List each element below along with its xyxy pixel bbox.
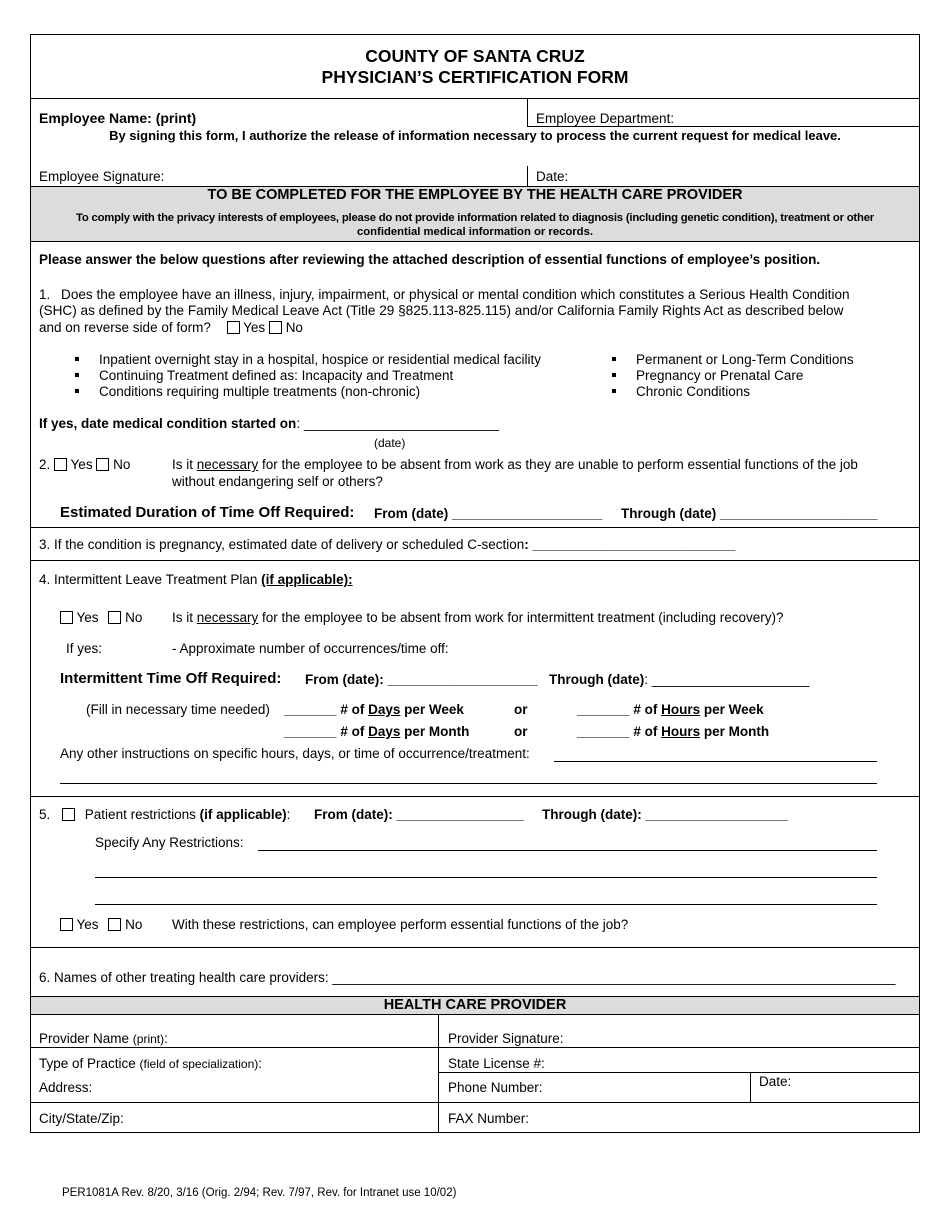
employee-department-label: Employee Department: xyxy=(536,111,675,126)
q2-duration xyxy=(60,504,354,521)
q4-yes-checkbox[interactable] xyxy=(60,611,73,624)
q2-yes-checkbox[interactable] xyxy=(54,458,67,471)
divider xyxy=(31,796,919,797)
q2-question-line2: without endangering self or others? xyxy=(172,474,383,489)
q4-hours-per-month[interactable]: _______ # of Hours per Month xyxy=(577,724,770,739)
q4-other-instructions-line-1[interactable] xyxy=(554,761,877,762)
q4-fill-in: (Fill in necessary time needed) xyxy=(86,702,270,717)
fax-number-label[interactable]: FAX Number: xyxy=(448,1111,530,1126)
q5-question: With these restrictions, can employee perform essential functions of the job? xyxy=(172,917,629,932)
divider xyxy=(527,166,528,186)
q4-no-checkbox[interactable] xyxy=(108,611,121,624)
q4-other-instructions: Any other instructions on specific hours, days, or time of occurrence/treatment: xyxy=(60,746,530,761)
divider xyxy=(438,1072,919,1073)
q4-other-instructions-line-2[interactable] xyxy=(60,783,877,784)
q5-essential-functions xyxy=(60,917,142,932)
divider xyxy=(31,527,919,528)
health-care-provider-heading: HEALTH CARE PROVIDER xyxy=(383,997,567,1013)
provider-signature-label[interactable]: Provider Signature: xyxy=(448,1031,564,1046)
q4-or-2: or xyxy=(514,724,528,739)
q5-line: 5. Patient restrictions (if applicable): xyxy=(39,807,291,822)
q4-days-per-week[interactable]: _______ # of Days per Week xyxy=(284,702,464,717)
q5-number: 5. xyxy=(39,807,51,822)
q4-no-label: No xyxy=(125,610,143,625)
q1-yes-checkbox[interactable] xyxy=(227,321,240,334)
q2-from-date[interactable]: From (date) ____________________ xyxy=(374,506,603,521)
q1-date-caption: (date) xyxy=(374,436,406,450)
footer-revision: PER1081A Rev. 8/20, 3/16 (Orig. 2/94; Rev. 7/97, Rev. for Intranet use 10/02) xyxy=(62,1187,457,1199)
employee-name-label: Employee Name: (print) xyxy=(39,110,197,126)
q5-restrictions-line-2[interactable] xyxy=(95,877,877,878)
q4-heading: 4. Intermittent Leave Treatment Plan (if applicable): xyxy=(39,572,353,587)
phone-number-label[interactable]: Phone Number: xyxy=(448,1080,543,1095)
q4-or-1: or xyxy=(514,702,528,717)
divider xyxy=(31,947,919,948)
q2-question-line1: Is it necessary for the employee to be absent from work as they are unable to perform essential functions of the job xyxy=(172,457,858,472)
privacy-note-line1: To comply with the privacy interests of employees, please do not provide information related to diagnosis (including genetic condition), treatment or other xyxy=(76,212,874,224)
form-title-line1: COUNTY OF SANTA CRUZ xyxy=(365,46,585,66)
q3-blank: : ___________________________ xyxy=(524,537,736,552)
provider-instructions-band xyxy=(31,186,919,242)
q1-yes-label: Yes xyxy=(243,320,266,335)
divider xyxy=(527,126,919,127)
q2-through-date[interactable]: Through (date) _____________________ xyxy=(621,506,878,521)
q3-text: 3. If the condition is pregnancy, estimated date of delivery or scheduled C-section xyxy=(39,537,525,552)
type-of-practice-label[interactable]: Type of Practice (field of specialization): xyxy=(39,1056,263,1071)
q6-other-providers[interactable]: 6. Names of other treating health care providers: ___________________________________________________________________________ xyxy=(39,970,896,985)
employee-date-label: Date: xyxy=(536,169,569,184)
q1-start-date-label: If yes, date medical condition started on xyxy=(39,416,297,431)
q1-bullet-right-1: Permanent or Long-Term Conditions xyxy=(612,352,854,367)
q1-line1: Does the employee have an illness, injury, impairment, or physical or mental condition which constitutes a Serious Health Condition xyxy=(61,287,850,302)
q1-line2: (SHC) as defined by the Family Medical Leave Act (Title 29 §825.113-825.115) and/or California Family Rights Act as described below xyxy=(39,303,844,318)
q4-from-date[interactable]: From (date): ____________________ xyxy=(305,672,538,687)
authorization-text: By signing this form, I authorize the release of information necessary to process the current request for medical leave. xyxy=(109,128,841,143)
q5-through-date[interactable]: Through (date): ___________________ xyxy=(542,807,789,822)
q1-start-date[interactable] xyxy=(39,416,499,431)
q5-no-checkbox[interactable] xyxy=(108,918,121,931)
q5-restrictions-label: Patient restrictions xyxy=(84,807,200,822)
q2-no-label: No xyxy=(113,457,131,472)
q5-checkbox[interactable] xyxy=(62,808,75,821)
q1-line3 xyxy=(39,320,303,335)
q4-hours-per-week[interactable]: _______ # of Hours per Week xyxy=(577,702,764,717)
q2-number: 2. xyxy=(39,457,51,472)
q4-time-off-label: Intermittent Time Off Required: xyxy=(60,670,282,687)
health-care-provider-band xyxy=(31,996,919,1015)
q4-days-per-month[interactable]: _______ # of Days per Month xyxy=(284,724,470,739)
q4-yes-label: Yes xyxy=(76,610,99,625)
q4-question-text: Is it necessary for the employee to be absent from work for intermittent treatment (including recovery)? xyxy=(172,610,784,625)
q2-yes-label: Yes xyxy=(70,457,93,472)
q2-no-checkbox[interactable] xyxy=(96,458,109,471)
q4-occurrences: - Approximate number of occurrences/time off: xyxy=(172,641,449,656)
q4-through-date[interactable]: Through (date): _____________________ xyxy=(549,672,810,687)
q5-no-label: No xyxy=(125,917,143,932)
q4-question xyxy=(60,610,142,625)
provider-section-heading: TO BE COMPLETED FOR THE EMPLOYEE BY THE HEALTH CARE PROVIDER xyxy=(207,187,743,203)
divider xyxy=(438,1015,439,1133)
q1-bullet-right-2: Pregnancy or Prenatal Care xyxy=(612,368,803,383)
q1-no-checkbox[interactable] xyxy=(269,321,282,334)
address-label[interactable]: Address: xyxy=(39,1080,93,1095)
q1-line3-text: and on reverse side of form? xyxy=(39,320,211,335)
q5-specify-label: Specify Any Restrictions: xyxy=(95,835,244,850)
q1-number: 1. xyxy=(39,287,51,302)
instructions-text: Please answer the below questions after reviewing the attached description of essential functions of employee’s position. xyxy=(39,252,821,267)
employee-signature-label: Employee Signature: xyxy=(39,169,165,184)
divider xyxy=(527,98,528,126)
q2-duration-label-a: Estimated xyxy=(60,504,132,521)
q1-bullet-left-1: Inpatient overnight stay in a hospital, hospice or residential medical facility xyxy=(75,352,541,367)
privacy-note-line2: confidential medical information or records. xyxy=(356,226,594,238)
city-state-zip-label[interactable]: City/State/Zip: xyxy=(39,1111,124,1126)
certification-form xyxy=(30,34,920,1133)
provider-name-label[interactable]: Provider Name (print): xyxy=(39,1031,168,1046)
q1-bullet-left-2: Continuing Treatment defined as: Incapacity and Treatment xyxy=(75,368,453,383)
divider xyxy=(31,1047,919,1048)
q1-bullet-left-3: Conditions requiring multiple treatments (non-chronic) xyxy=(75,384,420,399)
q2-line1 xyxy=(39,457,130,472)
divider xyxy=(31,98,919,99)
divider xyxy=(31,1102,919,1103)
q5-yes-label: Yes xyxy=(76,917,99,932)
provider-date-label[interactable]: Date: xyxy=(759,1074,792,1089)
state-license-label[interactable]: State License #: xyxy=(448,1056,545,1071)
divider xyxy=(750,1072,751,1102)
q5-restrictions-line-1[interactable] xyxy=(258,850,877,851)
q5-yes-checkbox[interactable] xyxy=(60,918,73,931)
q1-no-label: No xyxy=(285,320,303,335)
q5-restrictions-line-3[interactable] xyxy=(95,904,877,905)
q4-if-yes: If yes: xyxy=(66,641,103,656)
divider xyxy=(31,560,919,561)
q1-bullet-right-3: Chronic Conditions xyxy=(612,384,750,399)
q5-from-date[interactable]: From (date): _________________ xyxy=(314,807,525,822)
q3[interactable] xyxy=(39,537,735,552)
q2-duration-label-b: Duration of Time Off Required: xyxy=(135,504,355,521)
q1-start-date-blank: : __________________________ xyxy=(296,416,500,431)
form-title-line2: PHYSICIAN’S CERTIFICATION FORM xyxy=(321,67,629,87)
